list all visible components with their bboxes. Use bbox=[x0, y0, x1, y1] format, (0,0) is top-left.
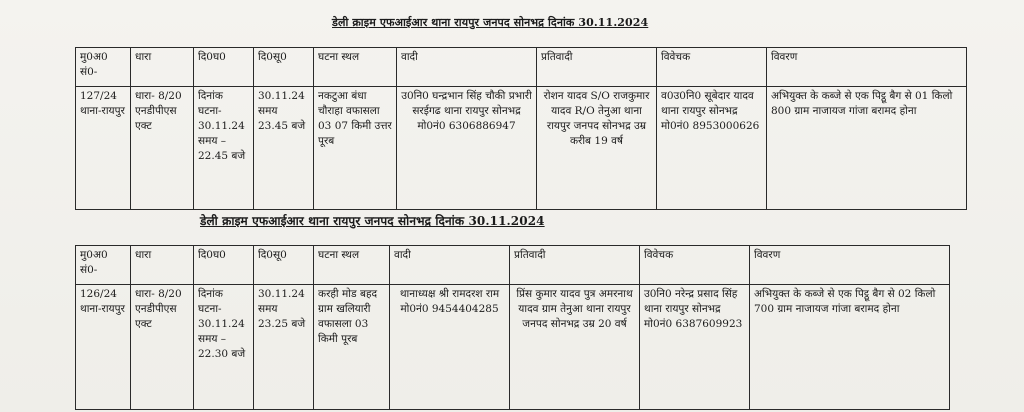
header-cell: प्रतिवादी bbox=[537, 48, 657, 87]
place-cell: करही मोड बहद ग्राम खलियारी वफासला 03 किमी पूरब bbox=[314, 285, 390, 410]
header-cell: वादी bbox=[390, 246, 510, 285]
header-cell: प्रतिवादी bbox=[510, 246, 640, 285]
section-cell: धारा- 8/20 एनडीपीएस एक्ट bbox=[131, 285, 194, 410]
complainant-cell: उ0नि0 घन्द्रभान सिंह चौकी प्रभारी सरईगढ थाना रायपुर सोनभद्र मो0नं0 6306886947 bbox=[397, 87, 537, 210]
incident-datetime-cell: दिनांक घटना- 30.11.24 समय – 22.30 बजे bbox=[194, 285, 254, 410]
investigator-cell: व0उ0नि0 सूबेदार यादव थाना रायपुर सोनभद्र मो0नं0 8953000626 bbox=[657, 87, 767, 210]
case-number-cell: 126/24 थाना-रायपुर bbox=[76, 285, 131, 410]
table-header-row bbox=[76, 246, 950, 285]
header-cell: वादी bbox=[397, 48, 537, 87]
header-cell: दि0सू0 bbox=[254, 48, 314, 87]
investigator-cell: उ0नि0 नरेन्द्र प्रसाद सिंह थाना रायपुर सोनभद्र मो0नं0 6387609923 bbox=[640, 285, 750, 410]
report-title: डेली क्राइम एफआईआर थाना रायपुर जनपद सोनभद्र दिनांक 30.11.2024 bbox=[200, 214, 545, 228]
details-cell: अभियुक्त के कब्जे से एक पिट्ठू बैग से 02 किलो 700 ग्राम नाजायज गांजा बरामद होना bbox=[750, 285, 950, 410]
header-cell: मु0अ0 सं0- bbox=[76, 246, 131, 285]
report-title: डेली क्राइम एफआईआर थाना रायपुर जनपद सोनभद्र दिनांक 30.11.2024 bbox=[332, 16, 649, 29]
report-datetime-cell: 30.11.24 समय 23.25 बजे bbox=[254, 285, 314, 410]
complainant-cell: थानाध्यक्ष श्री रामदरश राम मो0नं0 9454404285 bbox=[390, 285, 510, 410]
header-cell: विवेचक bbox=[657, 48, 767, 87]
header-cell: विवेचक bbox=[640, 246, 750, 285]
header-cell: धारा bbox=[131, 246, 194, 285]
incident-datetime-cell: दिनांक घटना- 30.11.24 समय – 22.45 बजे bbox=[194, 87, 254, 210]
accused-cell: प्रिंस कुमार यादव पुत्र अमरनाथ यादव ग्राम तेनुआ थाना रायपुर जनपद सोनभद्र उम्र 20 वर्ष bbox=[510, 285, 640, 410]
section-cell: धारा- 8/20 एनडीपीएस एक्ट bbox=[131, 87, 194, 210]
table-row bbox=[76, 285, 950, 410]
header-cell: दि0घ0 bbox=[194, 246, 254, 285]
header-cell: घटना स्थल bbox=[314, 48, 397, 87]
details-cell: अभियुक्त के कब्जे से एक पिट्ठू बैग से 01 किलो 800 ग्राम नाजायज गांजा बरामद होना bbox=[767, 87, 967, 210]
accused-cell: रोशन यादव S/O राजकुमार यादव R/O तेनुआ थाना रायपुर जनपद सोनभद्र उम्र करीब 19 वर्ष bbox=[537, 87, 657, 210]
case-number-cell: 127/24 थाना-रायपुर bbox=[76, 87, 131, 210]
header-cell: मु0अ0 सं0- bbox=[76, 48, 131, 87]
fir-table bbox=[75, 245, 950, 410]
report-datetime-cell: 30.11.24 समय 23.45 बजे bbox=[254, 87, 314, 210]
header-cell: विवरण bbox=[767, 48, 967, 87]
fir-table bbox=[75, 47, 967, 210]
table-row bbox=[76, 87, 967, 210]
header-cell: घटना स्थल bbox=[314, 246, 390, 285]
place-cell: नकटुआ बंधा चौराहा वफासला 03 07 किमी उत्तर पूरब bbox=[314, 87, 397, 210]
header-cell: विवरण bbox=[750, 246, 950, 285]
table-header-row bbox=[76, 48, 967, 87]
header-cell: दि0सू0 bbox=[254, 246, 314, 285]
header-cell: धारा bbox=[131, 48, 194, 87]
header-cell: दि0घ0 bbox=[194, 48, 254, 87]
